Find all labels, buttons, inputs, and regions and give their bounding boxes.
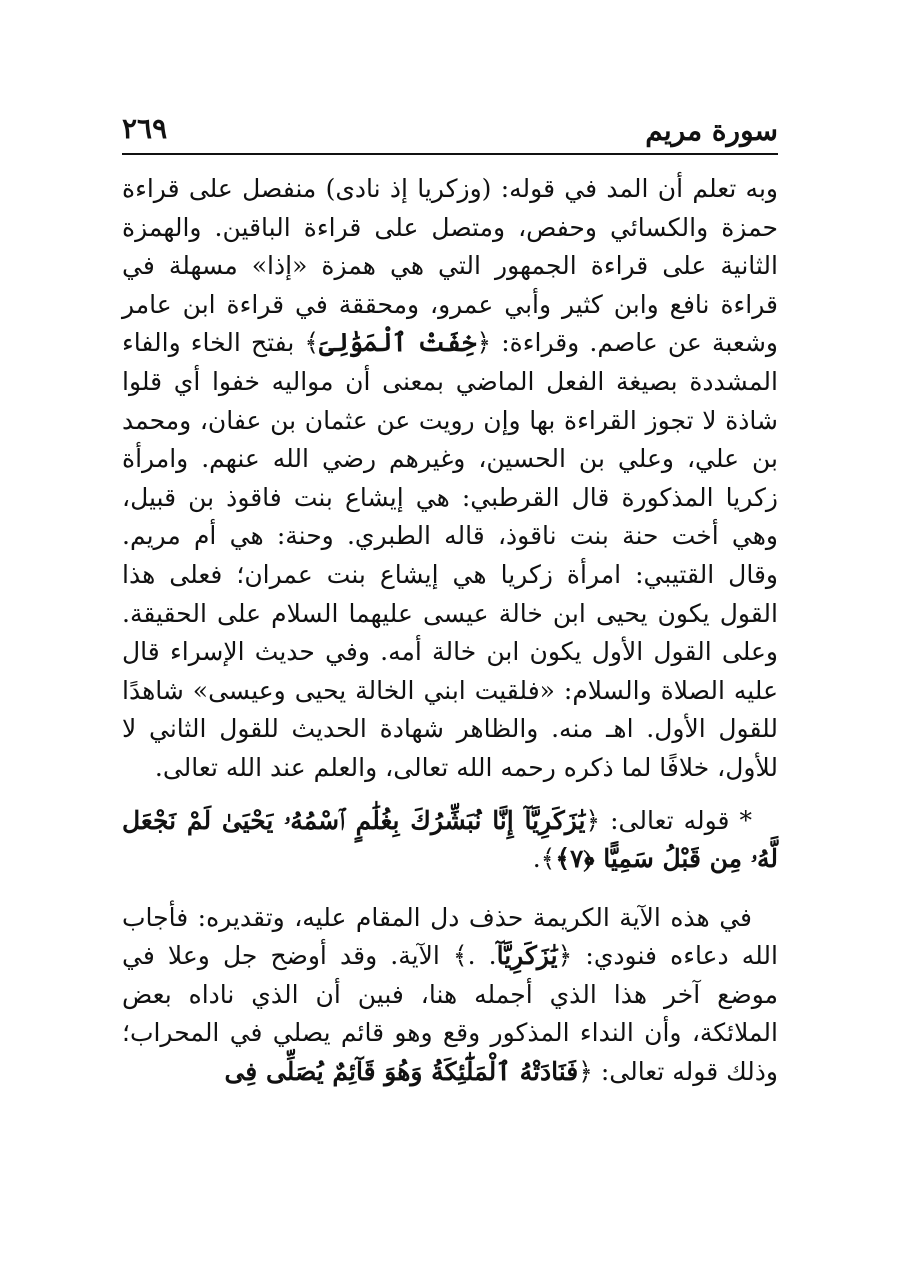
quran-verse: خِفَتْ ٱلْمَوَٰلِىَ bbox=[319, 328, 477, 358]
paragraph-text: . .﴾ الآية. وقد أوضح جل وعلا في موضع آخر هذا الذي أجمله هنا، فبين أن الذي ناداه بعض الملائكة، وأن النداء المذكور وقع وهو قائم يصلي في المحراب؛ وذلك قوله تعالى: ﴿ bbox=[122, 941, 778, 1087]
page-body bbox=[122, 170, 778, 1092]
page-header bbox=[122, 108, 778, 152]
quran-verse: يَٰزَكَرِيَّآ bbox=[496, 941, 558, 971]
verse-heading-paragraph bbox=[122, 802, 778, 879]
commentary-paragraph bbox=[122, 170, 778, 788]
quran-verse: يَٰزَكَرِيَّآ إِنَّا نُبَشِّرُكَ بِغُلَٰمٍ ٱسْمُهُۥ يَحْيَىٰ لَمْ نَجْعَل لَّهُۥ مِن قَبْلُ سَمِيًّا ﴿٧﴾ bbox=[122, 805, 778, 874]
verse-intro: * قوله تعالى: ﴿ bbox=[585, 805, 752, 835]
paragraph-text: وبه تعلم أن المد في قوله: (وزكريا إذ نادى) منفصل على قراءة حمزة والكسائي وحفص، ومتصل على قراءة الباقين. والهمزة الثانية على قراءة الجمهور التي هي همزة «إذا» مسهلة في قراءة نافع وابن كثير وأبي عمرو، ومحققة في قراءة ابن عامر وشعبة عن عاصم. وقراءة: ﴿ bbox=[122, 174, 778, 358]
header-divider bbox=[122, 153, 778, 155]
quran-verse: فَنَادَتْهُ ٱلْمَلَٰٓئِكَةُ وَهُوَ قَآئِمٌ يُصَلِّى فِى bbox=[224, 1057, 579, 1087]
paragraph-text: في هذه الآية الكريمة حذف دل المقام عليه، وتقديره: فأجاب الله دعاءه فنودي: ﴿ bbox=[122, 902, 778, 971]
commentary-paragraph bbox=[122, 899, 778, 1092]
paragraph-text: ﴾ بفتح الخاء والفاء المشددة بصيغة الفعل الماضي بمعنى أن مواليه خفوا أي قلوا شاذة لا تجوز القراءة بها وإن رويت عن عثمان بن عفان، ومحمد بن علي، وعلي بن الحسين، وغيرهم رضي الله عنهم. وامرأة زكريا المذكورة قال القرطبي: هي إيشاع بنت فاقوذ بن قبيل، وهي أخت حنة بنت ناقوذ، قاله الطبري. وحنة: هي أم مريم. وقال القتيبي: امرأة زكريا هي إيشاع بنت عمران؛ فعلى هذا القول يكون يحيى ابن خالة عيسى عليهما السلام على الحقيقة. وعلى القول الأول يكون ابن خالة أمه. وفي حديث الإسراء قال عليه الصلاة والسلام: «فلقيت ابني الخالة يحيى وعيسى» شاهدًا للقول الأول. اهـ منه. والظاهر شهادة الحديث للقول الثاني لا للأول، خلافًا لما ذكره رحمه الله تعالى، والعلم عند الله تعالى. bbox=[122, 328, 778, 782]
page-number: ٢٦٩ bbox=[122, 112, 168, 145]
verse-close: ﴾. bbox=[532, 844, 556, 874]
surah-title: سورة مريم bbox=[645, 114, 778, 147]
